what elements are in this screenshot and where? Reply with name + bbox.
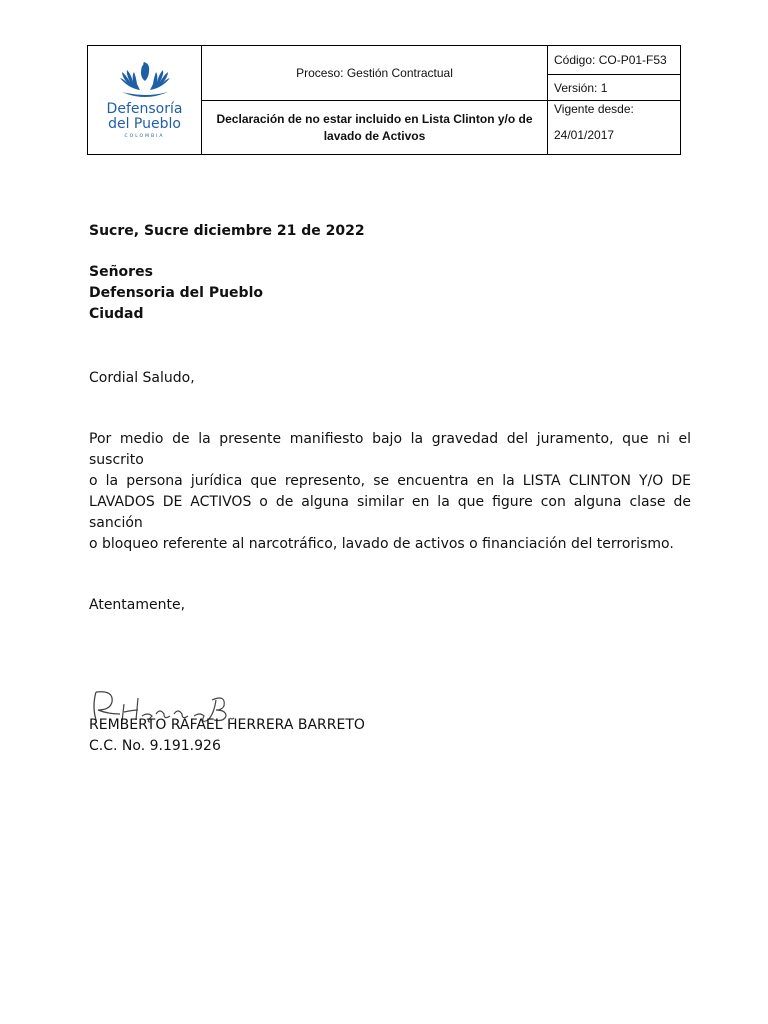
- defensoria-logo: [88, 62, 201, 139]
- signer-id: C.C. No. 9.191.926: [89, 738, 221, 754]
- paragraph-line: o la persona jurídica que represento, se encuentra en la LISTA CLINTON Y/O DE: [89, 473, 691, 489]
- paragraph-line: LAVADOS DE ACTIVOS o de alguna similar en la que figure con alguna clase de sanción: [89, 494, 691, 531]
- recipient-line: Ciudad: [89, 306, 144, 322]
- signer-name: REMBERTO RAFAEL HERRERA BARRETO: [89, 717, 365, 733]
- declaration-paragraph: [89, 429, 691, 555]
- logo-cell: [88, 46, 202, 155]
- recipient-line: Defensoria del Pueblo: [89, 285, 263, 301]
- document-code: Código: CO-P01-F53: [548, 46, 681, 75]
- greeting: Cordial Saludo,: [89, 370, 195, 386]
- declaration-title: Declaración de no estar incluido en Lista Clinton y/o de lavado de Activos: [202, 101, 548, 155]
- closing: Atentamente,: [89, 597, 186, 613]
- place-date: Sucre, Sucre diciembre 21 de 2022: [89, 223, 365, 239]
- document-header-table: [87, 45, 681, 155]
- logo-line2: del Pueblo: [108, 115, 181, 132]
- paragraph-line: Por medio de la presente manifiesto bajo la gravedad del juramento, que ni el suscrito: [89, 431, 691, 468]
- logo-subtitle: COLOMBIA: [124, 133, 165, 139]
- process-title: Proceso: Gestión Contractual: [202, 46, 548, 101]
- valid-from-label: Vigente desde:: [554, 102, 634, 116]
- hands-map-icon: [110, 62, 180, 102]
- recipient-line: Señores: [89, 264, 153, 280]
- valid-from-date: 24/01/2017: [554, 128, 615, 142]
- valid-from-cell: [548, 101, 681, 155]
- paragraph-line: o bloqueo referente al narcotráfico, lavado de activos o financiación del terrorismo.: [89, 536, 674, 552]
- document-version: Versión: 1: [548, 75, 681, 101]
- logo-line1: Defensoría: [106, 100, 183, 117]
